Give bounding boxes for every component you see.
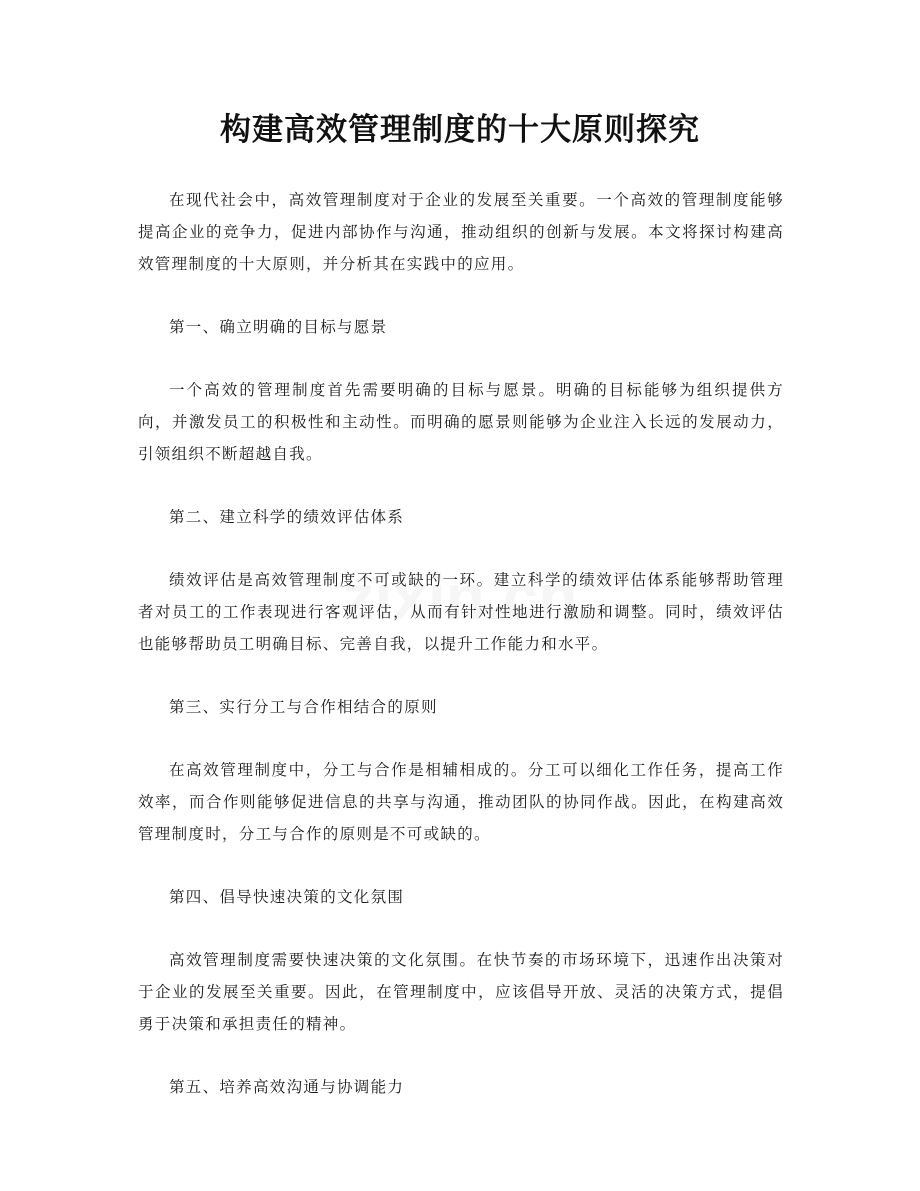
section-paragraph-1: 一个高效的管理制度首先需要明确的目标与愿景。明确的目标能够为组织提供方向，并激发员工的积极性和主动性。而明确的愿景则能够为企业注入长远的发展动力，引领组织不断超越自我。 — [138, 381, 784, 463]
section-paragraph-3: 在高效管理制度中，分工与合作是相辅相成的。分工可以细化工作任务，提高工作效率，而合作则能够促进信息的共享与沟通，推动团队的协同作战。因此，在构建高效管理制度时，分工与合作的原则是不可或缺的。 — [138, 761, 784, 843]
section-paragraph-4: 高效管理制度需要快速决策的文化氛围。在快节奏的市场环境下，迅速作出决策对于企业的发展至关重要。因此，在管理制度中，应该倡导开放、灵活的决策方式，提倡勇于决策和承担责任的精神。 — [138, 951, 784, 1033]
section-heading-5: 第五、培养高效沟通与协调能力 — [169, 1078, 405, 1096]
document-body — [138, 184, 784, 1134]
section-paragraph-2: 绩效评估是高效管理制度不可或缺的一环。建立科学的绩效评估体系能够帮助管理者对员工的工作表现进行客观评估，从而有针对性地进行激励和调整。同时，绩效评估也能够帮助员工明确目标、完善自我，以提升工作能力和水平。 — [138, 571, 784, 653]
document-title: 构建高效管理制度的十大原则探究 — [220, 112, 700, 148]
section-heading-2: 第二、建立科学的绩效评估体系 — [169, 508, 405, 526]
section-heading-1: 第一、确立明确的目标与愿景 — [169, 318, 388, 336]
section-heading-4: 第四、倡导快速决策的文化氛围 — [169, 888, 405, 906]
section-heading-3: 第三、实行分工与合作相结合的原则 — [169, 698, 438, 716]
intro-paragraph: 在现代社会中，高效管理制度对于企业的发展至关重要。一个高效的管理制度能够提高企业的竞争力，促进内部协作与沟通，推动组织的创新与发展。本文将探讨构建高效管理制度的十大原则，并分析其在实践中的应用。 — [138, 191, 784, 273]
